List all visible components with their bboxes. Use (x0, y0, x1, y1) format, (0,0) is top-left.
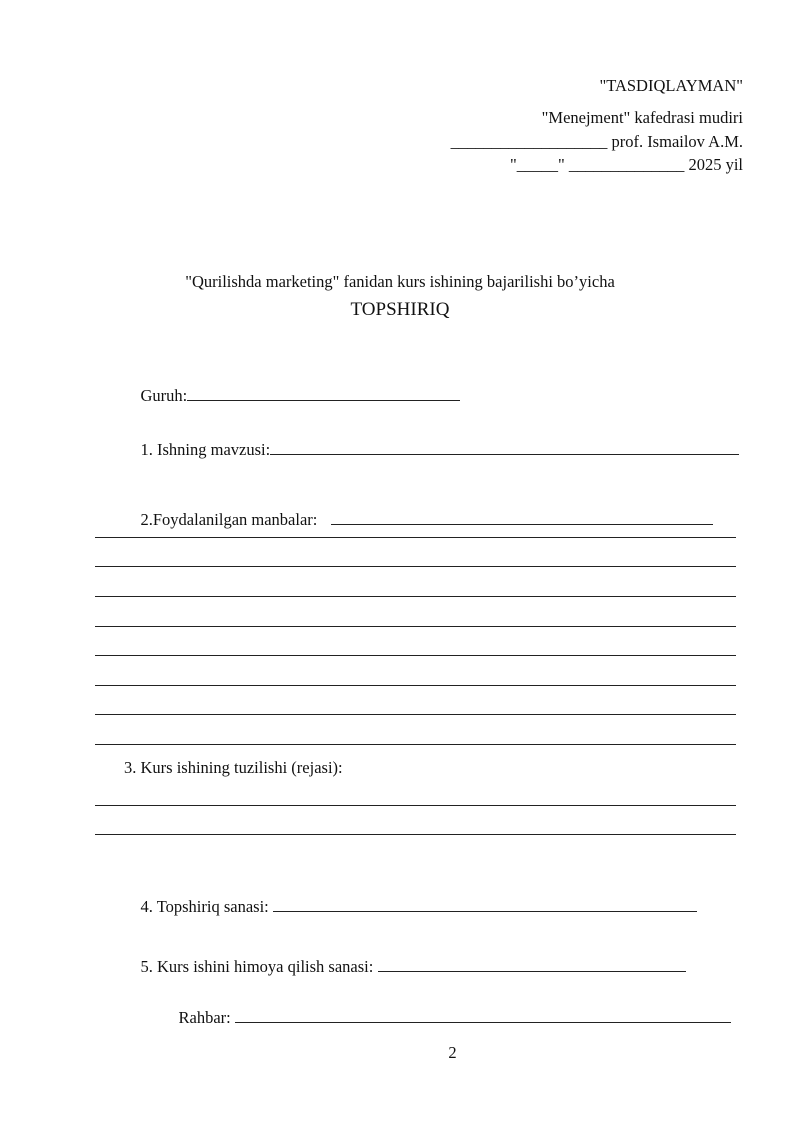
topic-label: 1. Ishning mavzusi: (140, 440, 271, 459)
approval-position: "Menejment" kafedrasi mudiri (541, 108, 743, 127)
sources-line (95, 744, 736, 745)
structure-line (95, 805, 736, 806)
sources-line (95, 537, 736, 538)
defense-date-label: 5. Kurs ishini himoya qilish sanasi: (140, 957, 374, 976)
sources-line (95, 685, 736, 686)
defense-date-blank (378, 957, 686, 972)
task-date-field (124, 877, 697, 937)
structure-label: 3. Kurs ishining tuzilishi (rejasi): (124, 758, 343, 777)
topic-field (124, 420, 739, 480)
approval-heading: "TASDIQLAYMAN" (599, 76, 743, 95)
approval-signature: ___________________ prof. Ismailov A.M. (450, 132, 743, 151)
sources-line (95, 626, 736, 627)
sources-line (95, 714, 736, 715)
page-number: 2 (448, 1043, 457, 1062)
document-title: TOPSHIRIQ (350, 299, 450, 320)
topic-blank (270, 440, 739, 455)
supervisor-field (162, 988, 731, 1048)
task-date-label: 4. Topshiriq sanasi: (140, 897, 269, 916)
document-subtitle: "Qurilishda marketing" fanidan kurs ishining bajarilishi bo’yicha (185, 272, 615, 291)
sources-line (95, 655, 736, 656)
approval-date: "_____" ______________ 2025 yil (509, 155, 743, 174)
group-field (124, 366, 460, 426)
group-label: Guruh: (140, 386, 188, 405)
sources-line (95, 566, 736, 567)
task-date-blank (273, 897, 697, 912)
group-blank (187, 386, 460, 401)
sources-label: 2.Foydalanilgan manbalar: (140, 510, 318, 529)
sources-blank (331, 510, 713, 525)
sources-line (95, 596, 736, 597)
supervisor-label: Rahbar: (178, 1008, 231, 1027)
supervisor-blank (235, 1008, 731, 1023)
sources-field (124, 490, 713, 550)
structure-line (95, 834, 736, 835)
